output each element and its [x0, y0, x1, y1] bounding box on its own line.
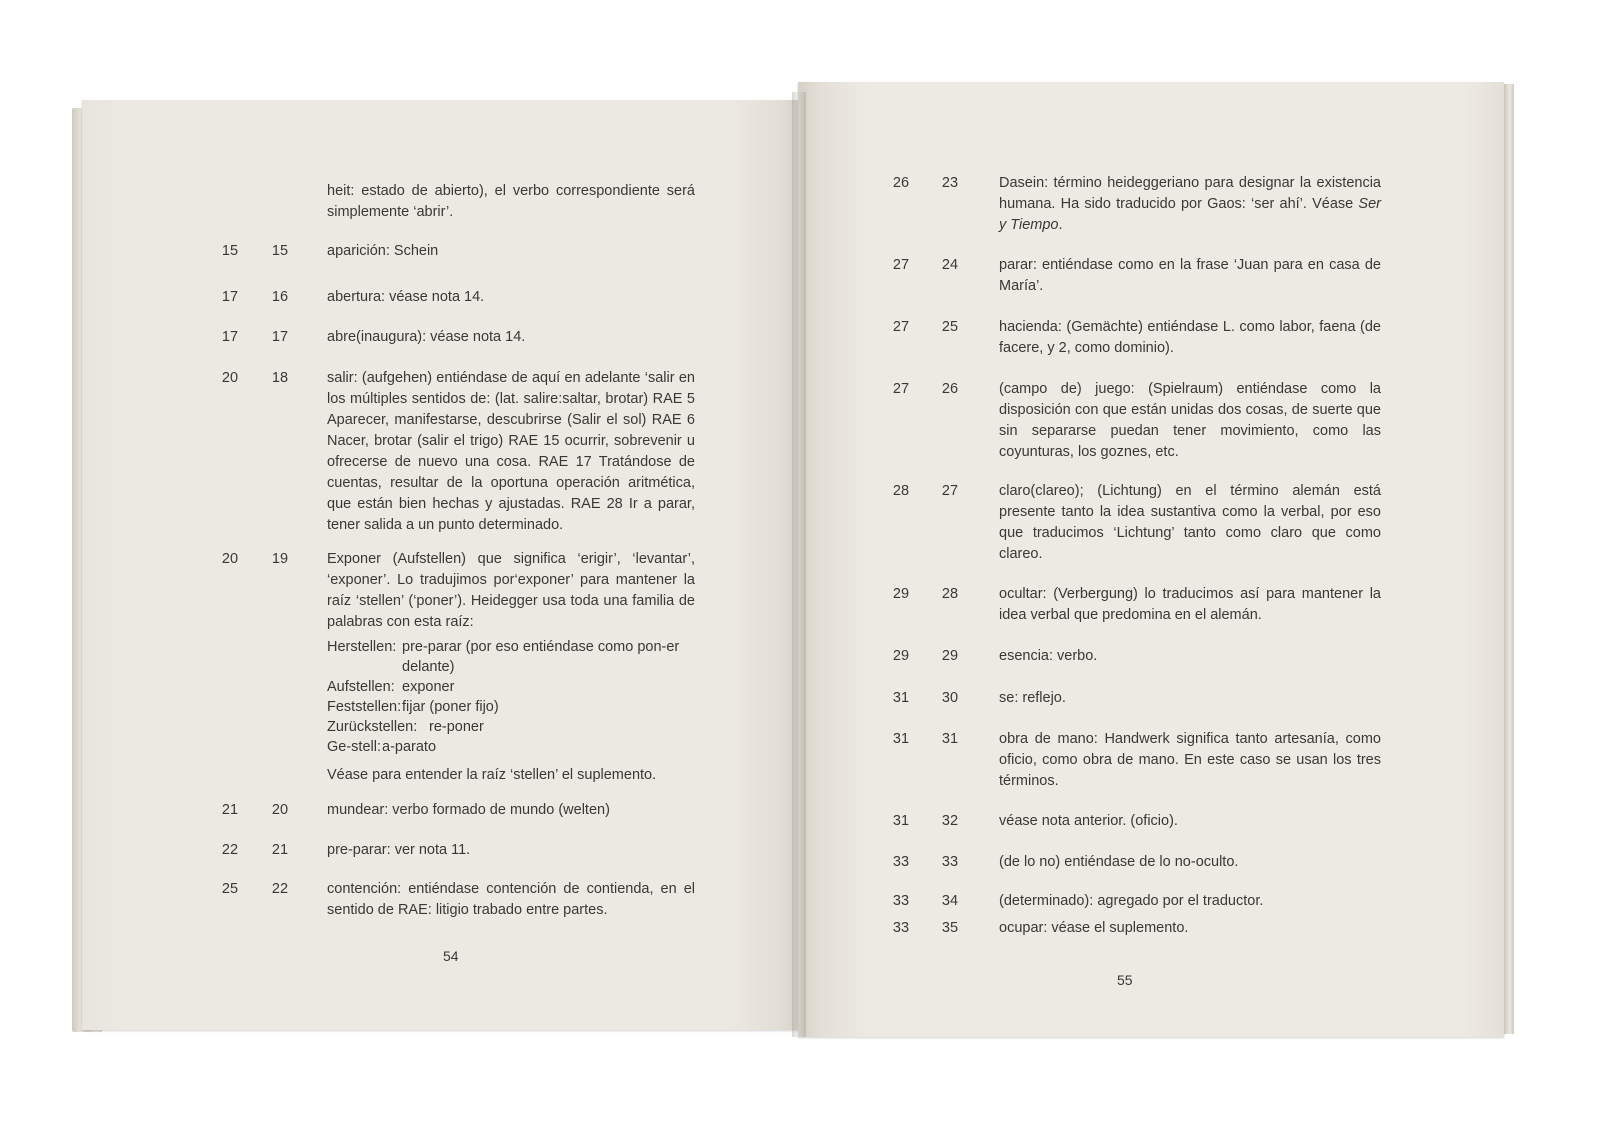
- book-gutter: [792, 92, 806, 1037]
- page-number-left: 54: [443, 948, 459, 964]
- family-row: delante): [402, 659, 455, 675]
- family-row: Zurückstellen: re-poner: [327, 719, 484, 735]
- page-number-right: 55: [1117, 972, 1133, 988]
- open-book: heit: estado de abierto), el verbo correspondiente será simplemente ‘abrir’. 15 15 aparición: Schein 17 16 abertura: véase nota 14. 17 17 abre(inaugura): véase nota 14. 20 18 salir: (aufgehen) entiéndase de aquí en adelante ‘salir en los múltiples sentidos de: (lat. salire:saltar, brotar) RAE 5 Aparecer, manifestarse, descubrirse (Salir el sol) RAE 6 Nacer, brotar (salir el trigo) RAE 15 ocurrir, sobrevenir u ofrecerse de nuevo una cosa. RAE 17 Tratándose de cuentas, resultar de la oportuna operación aritmética, que están bien hechas y ajustadas. RAE 28 Ir a parar, tener salida a un punto determinado. 20 19 Exponer (Aufstellen) que significa ‘erigir’, ‘levantar’, ‘exponer’. Lo tradujimos por‘exponer’ para mantener la raíz ‘stellen’ (‘poner’). Heidegger usa toda una familia de palabras con esta raíz: Herstellen: pre-parar (por eso entiéndase como pon-er delante) Aufstellen: exponer Feststellen:fijar (poner fijo) Zurückstellen: re-poner Ge-stell:a-parato Véase para entender la raíz ‘stellen’ el suplemento. 21 20 mundear: verbo formado de mundo (welten) 22 21 pre-parar: ver nota 11. 25 22 contención: entiéndase contención de contienda, en el sentido de RAE: litigio trabado entre partes. 54 26 23 Dasein: término heideggeriano para designar la existencia humana. Ha sido traducido por Gaos: ‘ser ahí’. Véase Ser y Tiempo. 27 24 parar: entiéndase como en la frase ‘Juan para en casa de María’. 27 25 hacienda: (Gemächte) entiéndase L. como labor, faena (de facere, y 2, como dominio). 27 26 (campo de) juego: (Spielraum) entiéndase como la disposición con que están unidas dos cosas, de suerte que sin separarse puedan tener movimiento, como las coyunturas, los goznes, etc. 28 27 claro(clareo); (Lichtung) en el término alemán está presente tanto la idea sustantiva como la verbal, por eso que traducimos ‘Lichtung’ tanto como claro que como clareo. 29 28 ocultar: (Verbergung) lo traducimos así para mantener la idea verbal que predomina en el alemán. 29 29 esencia: verbo. 31 30 se: reflejo. 31 31 obra de mano: Handwerk significa tanto artesanía, como oficio, como obra de mano. En este caso se usan los tres términos. 31 32 véase nota anterior. (oficio). 33 33 (de lo no) entiéndase de lo no-oculto. 33 34 (determinado): agregado por el traductor. 33 35 ocupar: véase el suplemento. 55: [0, 0, 1600, 1129]
- family-note: Véase para entender la raíz ‘stellen’ el suplemento.: [327, 767, 657, 783]
- family-row: Feststellen:fijar (poner fijo): [327, 699, 499, 715]
- word-family-list: [327, 637, 697, 757]
- family-row: Herstellen: pre-parar (por eso entiéndase como pon-er: [327, 639, 680, 655]
- family-row: Ge-stell:a-parato: [327, 739, 437, 755]
- dasein-note: Dasein: término heideggeriano para designar la existencia humana. Ha sido traducido por Gaos: ‘ser ahí’. Véase Ser y Tiempo.: [999, 175, 1381, 233]
- family-row: Aufstellen: exponer: [327, 679, 455, 695]
